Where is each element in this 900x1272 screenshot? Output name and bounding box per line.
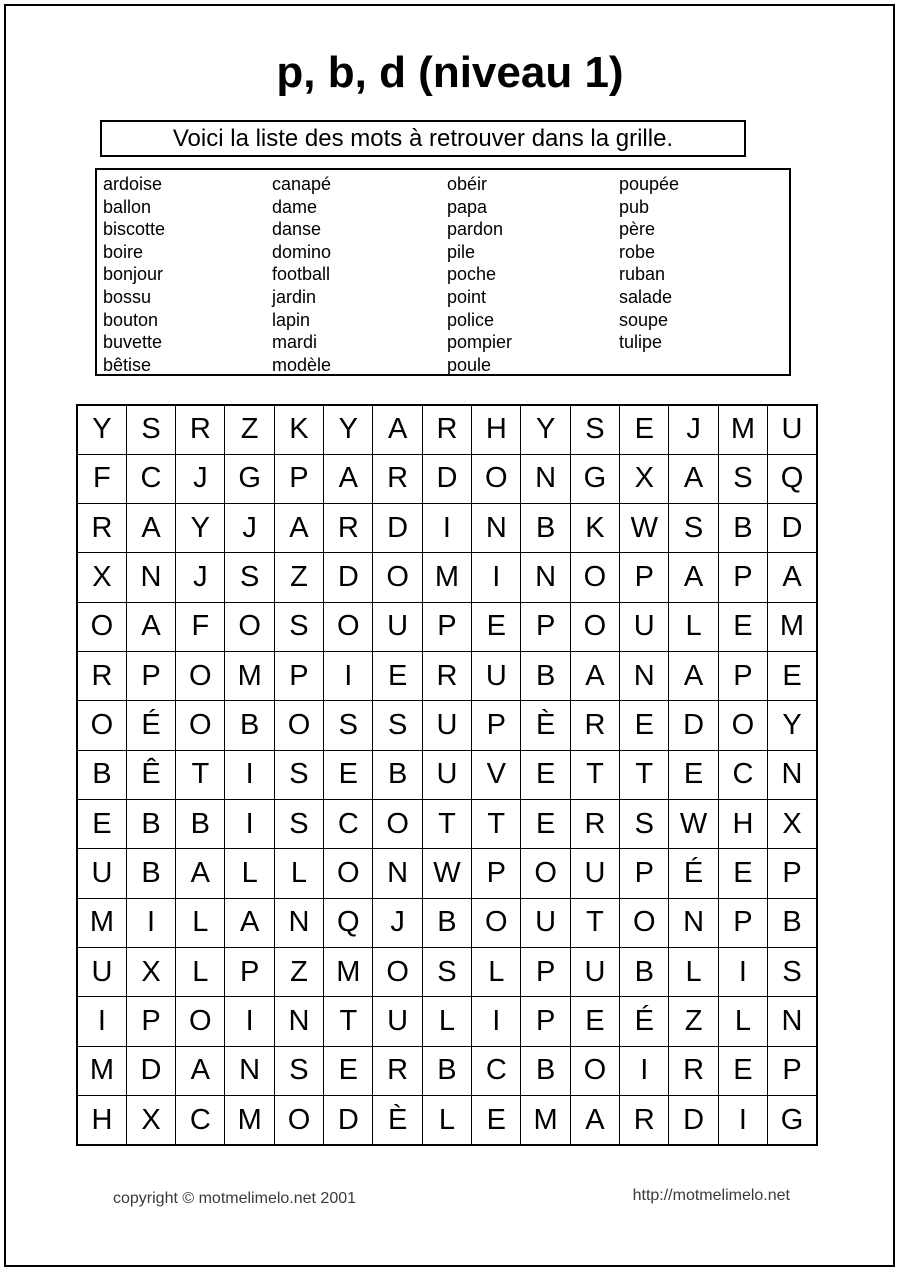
- grid-cell: M: [225, 1096, 274, 1145]
- grid-cell: E: [472, 1096, 521, 1145]
- word-list-item: poule: [447, 354, 492, 375]
- grid-cell: S: [274, 1046, 323, 1095]
- word-list-item: ruban: [619, 264, 666, 285]
- grid-row: [77, 652, 817, 701]
- grid-cell: R: [324, 504, 373, 553]
- grid-cell: E: [521, 800, 570, 849]
- grid-cell: A: [570, 652, 619, 701]
- grid-cell: J: [669, 405, 718, 454]
- word-list-item: pile: [447, 241, 476, 262]
- grid-cell: R: [422, 652, 471, 701]
- word-list: [95, 168, 791, 376]
- grid-cell: N: [521, 553, 570, 602]
- grid-cell: E: [620, 405, 669, 454]
- grid-cell: T: [472, 800, 521, 849]
- grid-row: [77, 1096, 817, 1145]
- grid-cell: U: [620, 602, 669, 651]
- grid-cell: U: [472, 652, 521, 701]
- grid-cell: A: [669, 652, 718, 701]
- grid-cell: T: [570, 750, 619, 799]
- grid-cell: Ê: [126, 750, 175, 799]
- grid-cell: R: [176, 405, 225, 454]
- grid-cell: W: [669, 800, 718, 849]
- grid-cell: R: [77, 652, 126, 701]
- grid-cell: M: [718, 405, 767, 454]
- word-list-item: pub: [619, 196, 650, 217]
- grid-cell: W: [620, 504, 669, 553]
- word-list-item: jardin: [272, 286, 317, 307]
- grid-cell: P: [768, 849, 817, 898]
- grid-cell: N: [768, 997, 817, 1046]
- word-list-item: buvette: [103, 332, 163, 353]
- grid-cell: B: [77, 750, 126, 799]
- grid-cell: I: [77, 997, 126, 1046]
- grid-cell: A: [126, 504, 175, 553]
- grid-cell: L: [225, 849, 274, 898]
- grid-cell: U: [422, 701, 471, 750]
- grid-cell: L: [274, 849, 323, 898]
- grid-cell: O: [176, 652, 225, 701]
- grid-cell: U: [373, 997, 422, 1046]
- grid-cell: T: [176, 750, 225, 799]
- grid-cell: O: [570, 602, 619, 651]
- grid-cell: S: [274, 602, 323, 651]
- word-search-grid: [76, 404, 818, 1146]
- grid-cell: A: [274, 504, 323, 553]
- grid-cell: E: [669, 750, 718, 799]
- grid-cell: P: [274, 454, 323, 503]
- word-list-item: biscotte: [103, 219, 166, 240]
- word-list-item: bêtise: [103, 354, 152, 375]
- grid-cell: È: [521, 701, 570, 750]
- grid-cell: M: [77, 1046, 126, 1095]
- grid-cell: U: [77, 849, 126, 898]
- grid-row: [77, 602, 817, 651]
- grid-row: [77, 454, 817, 503]
- grid-cell: R: [620, 1096, 669, 1145]
- grid-cell: M: [77, 898, 126, 947]
- word-list-column: [103, 173, 272, 374]
- grid-cell: B: [521, 1046, 570, 1095]
- grid-cell: O: [176, 701, 225, 750]
- grid-row: [77, 997, 817, 1046]
- grid-cell: D: [373, 504, 422, 553]
- grid-cell: S: [669, 504, 718, 553]
- grid-cell: P: [126, 652, 175, 701]
- grid-cell: A: [324, 454, 373, 503]
- grid-cell: B: [225, 701, 274, 750]
- grid-cell: É: [126, 701, 175, 750]
- grid-cell: Q: [768, 454, 817, 503]
- grid-row: [77, 800, 817, 849]
- grid-cell: S: [324, 701, 373, 750]
- grid-cell: P: [225, 948, 274, 997]
- grid-cell: E: [718, 1046, 767, 1095]
- grid-cell: C: [472, 1046, 521, 1095]
- grid-cell: D: [669, 701, 718, 750]
- grid-cell: D: [126, 1046, 175, 1095]
- grid-cell: Y: [324, 405, 373, 454]
- grid-cell: A: [126, 602, 175, 651]
- grid-cell: N: [126, 553, 175, 602]
- grid-cell: L: [669, 948, 718, 997]
- grid-cell: S: [422, 948, 471, 997]
- grid-cell: L: [718, 997, 767, 1046]
- word-list-column: [619, 173, 789, 374]
- word-list-item: mardi: [272, 332, 318, 353]
- grid-cell: G: [225, 454, 274, 503]
- grid-cell: B: [521, 504, 570, 553]
- grid-cell: D: [669, 1096, 718, 1145]
- grid-cell: N: [620, 652, 669, 701]
- grid-cell: T: [422, 800, 471, 849]
- grid-cell: I: [225, 750, 274, 799]
- grid-row: [77, 504, 817, 553]
- grid-cell: O: [176, 997, 225, 1046]
- grid-cell: P: [422, 602, 471, 651]
- grid-cell: E: [373, 652, 422, 701]
- grid-cell: J: [225, 504, 274, 553]
- grid-cell: P: [718, 898, 767, 947]
- grid-cell: F: [77, 454, 126, 503]
- grid-cell: N: [768, 750, 817, 799]
- grid-cell: I: [472, 997, 521, 1046]
- grid-cell: R: [373, 454, 422, 503]
- grid-cell: I: [422, 504, 471, 553]
- word-list-column: [272, 173, 447, 374]
- word-list-item: domino: [272, 241, 332, 262]
- grid-cell: U: [422, 750, 471, 799]
- grid-cell: E: [570, 997, 619, 1046]
- grid-cell: P: [126, 997, 175, 1046]
- grid-cell: E: [521, 750, 570, 799]
- grid-cell: Y: [768, 701, 817, 750]
- grid-cell: R: [570, 800, 619, 849]
- grid-cell: Y: [521, 405, 570, 454]
- copyright-text: copyright © motmelimelo.net 2001: [113, 1190, 357, 1207]
- grid-cell: O: [570, 1046, 619, 1095]
- grid-cell: S: [570, 405, 619, 454]
- grid-cell: P: [521, 602, 570, 651]
- word-list-item: danse: [272, 219, 322, 240]
- grid-cell: S: [718, 454, 767, 503]
- grid-cell: M: [768, 602, 817, 651]
- word-list-item: soupe: [619, 309, 669, 330]
- grid-cell: D: [324, 553, 373, 602]
- grid-cell: Y: [176, 504, 225, 553]
- grid-cell: I: [620, 1046, 669, 1095]
- grid-cell: J: [373, 898, 422, 947]
- grid-cell: É: [669, 849, 718, 898]
- grid-cell: O: [274, 701, 323, 750]
- grid-cell: U: [570, 849, 619, 898]
- grid-row: [77, 701, 817, 750]
- grid-cell: E: [620, 701, 669, 750]
- grid-row: [77, 750, 817, 799]
- word-list-item: robe: [619, 241, 656, 262]
- grid-cell: A: [176, 1046, 225, 1095]
- grid-cell: E: [472, 602, 521, 651]
- grid-cell: B: [620, 948, 669, 997]
- grid-cell: O: [521, 849, 570, 898]
- grid-cell: P: [620, 553, 669, 602]
- grid-cell: È: [373, 1096, 422, 1145]
- grid-cell: Z: [225, 405, 274, 454]
- grid-cell: S: [274, 750, 323, 799]
- grid-row: [77, 948, 817, 997]
- page-title: p, b, d (niveau 1): [276, 48, 624, 97]
- grid-cell: X: [77, 553, 126, 602]
- grid-cell: M: [521, 1096, 570, 1145]
- grid-cell: I: [718, 1096, 767, 1145]
- grid-cell: J: [176, 553, 225, 602]
- grid-cell: O: [570, 553, 619, 602]
- instruction-box: [100, 120, 746, 157]
- grid-cell: I: [718, 948, 767, 997]
- grid-cell: B: [718, 504, 767, 553]
- grid-cell: K: [274, 405, 323, 454]
- grid-cell: R: [669, 1046, 718, 1095]
- grid-cell: W: [422, 849, 471, 898]
- grid-cell: N: [373, 849, 422, 898]
- grid-cell: T: [620, 750, 669, 799]
- grid-cell: B: [126, 849, 175, 898]
- grid-cell: S: [768, 948, 817, 997]
- grid-cell: B: [422, 1046, 471, 1095]
- grid-cell: N: [472, 504, 521, 553]
- grid-cell: B: [521, 652, 570, 701]
- grid-cell: A: [373, 405, 422, 454]
- grid-cell: I: [126, 898, 175, 947]
- grid-cell: I: [324, 652, 373, 701]
- grid-cell: D: [422, 454, 471, 503]
- grid-cell: N: [521, 454, 570, 503]
- word-list-item: salade: [619, 286, 673, 307]
- grid-cell: N: [274, 898, 323, 947]
- grid-cell: B: [176, 800, 225, 849]
- grid-cell: B: [768, 898, 817, 947]
- word-list-item: ballon: [103, 196, 152, 217]
- word-list-item: canapé: [272, 174, 332, 194]
- grid-cell: S: [620, 800, 669, 849]
- grid-cell: L: [669, 602, 718, 651]
- grid-cell: O: [77, 701, 126, 750]
- grid-cell: O: [373, 948, 422, 997]
- grid-cell: A: [176, 849, 225, 898]
- grid-cell: É: [620, 997, 669, 1046]
- word-list-item: obéir: [447, 174, 488, 194]
- word-list-item: point: [447, 286, 487, 307]
- grid-cell: F: [176, 602, 225, 651]
- grid-cell: G: [570, 454, 619, 503]
- grid-cell: O: [373, 800, 422, 849]
- grid-cell: A: [669, 454, 718, 503]
- grid-cell: Z: [274, 948, 323, 997]
- grid-cell: N: [274, 997, 323, 1046]
- grid-cell: U: [768, 405, 817, 454]
- grid-cell: S: [274, 800, 323, 849]
- grid-cell: R: [570, 701, 619, 750]
- word-list-item: dame: [272, 196, 318, 217]
- grid-cell: X: [768, 800, 817, 849]
- word-list-item: bonjour: [103, 264, 164, 285]
- grid-cell: P: [472, 849, 521, 898]
- grid-cell: C: [324, 800, 373, 849]
- grid-cell: A: [669, 553, 718, 602]
- grid-cell: E: [718, 849, 767, 898]
- grid-cell: U: [77, 948, 126, 997]
- grid-row: [77, 898, 817, 947]
- grid-cell: J: [176, 454, 225, 503]
- word-list-item: football: [272, 264, 331, 285]
- grid-cell: L: [176, 898, 225, 947]
- grid-cell: P: [718, 652, 767, 701]
- word-list-item: police: [447, 309, 495, 330]
- grid-cell: O: [472, 454, 521, 503]
- grid-cell: L: [422, 1096, 471, 1145]
- grid-cell: O: [324, 602, 373, 651]
- grid-cell: R: [373, 1046, 422, 1095]
- grid-cell: M: [422, 553, 471, 602]
- grid-cell: I: [225, 997, 274, 1046]
- grid-cell: X: [620, 454, 669, 503]
- grid-cell: Z: [669, 997, 718, 1046]
- word-list-item: bouton: [103, 309, 159, 330]
- grid-cell: P: [718, 553, 767, 602]
- grid-row: [77, 553, 817, 602]
- grid-cell: A: [570, 1096, 619, 1145]
- grid-cell: M: [225, 652, 274, 701]
- grid-cell: O: [77, 602, 126, 651]
- grid-cell: N: [669, 898, 718, 947]
- grid-cell: L: [472, 948, 521, 997]
- grid-cell: P: [274, 652, 323, 701]
- grid-cell: H: [718, 800, 767, 849]
- word-list-item: lapin: [272, 309, 311, 330]
- grid-cell: C: [126, 454, 175, 503]
- grid-cell: X: [126, 1096, 175, 1145]
- grid-cell: S: [373, 701, 422, 750]
- grid-cell: Q: [324, 898, 373, 947]
- website-url-text: http://motmelimelo.net: [632, 1187, 790, 1204]
- grid-cell: S: [225, 553, 274, 602]
- grid-cell: H: [77, 1096, 126, 1145]
- grid-cell: D: [324, 1096, 373, 1145]
- grid-cell: E: [718, 602, 767, 651]
- grid-cell: U: [521, 898, 570, 947]
- word-list-item: papa: [447, 196, 488, 217]
- grid-cell: P: [620, 849, 669, 898]
- grid-cell: X: [126, 948, 175, 997]
- grid-cell: E: [324, 1046, 373, 1095]
- grid-cell: L: [422, 997, 471, 1046]
- grid-cell: V: [472, 750, 521, 799]
- grid-cell: Y: [77, 405, 126, 454]
- grid-cell: Z: [274, 553, 323, 602]
- grid-cell: L: [176, 948, 225, 997]
- grid-cell: T: [324, 997, 373, 1046]
- word-list-item: modèle: [272, 354, 332, 375]
- grid-cell: S: [126, 405, 175, 454]
- grid-cell: B: [126, 800, 175, 849]
- grid-cell: H: [472, 405, 521, 454]
- word-list-item: tulipe: [619, 332, 663, 353]
- grid-cell: P: [768, 1046, 817, 1095]
- instruction-text: Voici la liste des mots à retrouver dans la grille.: [172, 124, 674, 152]
- grid-cell: O: [225, 602, 274, 651]
- grid-cell: K: [570, 504, 619, 553]
- grid-cell: O: [373, 553, 422, 602]
- word-list-item: boire: [103, 241, 144, 262]
- word-list-item: ardoise: [103, 174, 163, 194]
- grid-cell: P: [472, 701, 521, 750]
- grid-row: [77, 849, 817, 898]
- word-list-column: [447, 173, 619, 374]
- word-list-item: bossu: [103, 286, 152, 307]
- grid-cell: U: [373, 602, 422, 651]
- grid-cell: O: [324, 849, 373, 898]
- grid-cell: E: [324, 750, 373, 799]
- grid-cell: C: [718, 750, 767, 799]
- grid-row: [77, 1046, 817, 1095]
- grid-cell: O: [718, 701, 767, 750]
- grid-cell: N: [225, 1046, 274, 1095]
- grid-cell: P: [521, 948, 570, 997]
- grid-cell: T: [570, 898, 619, 947]
- grid-cell: I: [225, 800, 274, 849]
- grid-cell: D: [768, 504, 817, 553]
- grid-cell: U: [570, 948, 619, 997]
- grid-cell: R: [422, 405, 471, 454]
- grid-cell: M: [324, 948, 373, 997]
- word-list-item: poche: [447, 264, 497, 285]
- grid-cell: E: [77, 800, 126, 849]
- grid-cell: G: [768, 1096, 817, 1145]
- grid-cell: O: [472, 898, 521, 947]
- grid-cell: O: [274, 1096, 323, 1145]
- grid-cell: R: [77, 504, 126, 553]
- word-list-item: père: [619, 219, 656, 240]
- grid-cell: A: [768, 553, 817, 602]
- grid-cell: O: [620, 898, 669, 947]
- grid-cell: I: [472, 553, 521, 602]
- grid-row: [77, 405, 817, 454]
- word-list-item: poupée: [619, 174, 680, 194]
- grid-cell: A: [225, 898, 274, 947]
- word-list-item: pardon: [447, 219, 504, 240]
- grid-cell: B: [422, 898, 471, 947]
- grid-cell: C: [176, 1096, 225, 1145]
- word-list-item: pompier: [447, 332, 513, 353]
- grid-cell: E: [768, 652, 817, 701]
- grid-cell: B: [373, 750, 422, 799]
- grid-cell: P: [521, 997, 570, 1046]
